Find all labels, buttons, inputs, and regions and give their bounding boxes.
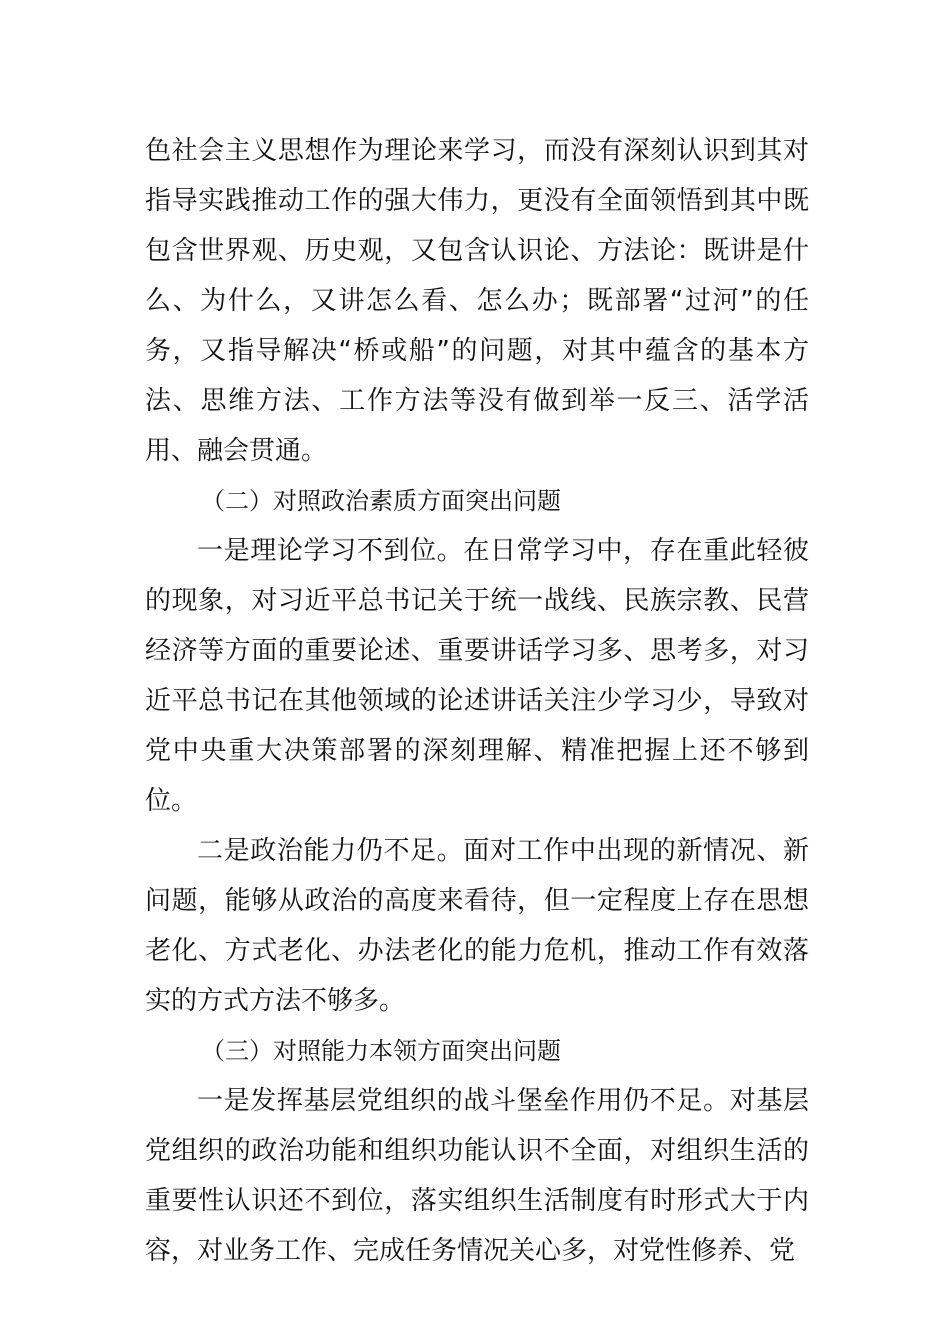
paragraph-party-organization: 一是发挥基层党组织的战斗堡垒作用仍不足。对基层党组织的政治功能和组织功能认识不全面，对组织生活的重要性认识还不到位，落实组织生活制度有时形式大于内容，对业务工作、完成任务情况关心多，对党性修养、党	[145, 1086, 809, 1266]
paragraph-continuation: 色社会主义思想作为理论来学习，而没有深刻认识到其对指导实践推动工作的强大伟力，更没有全面领悟到其中既包含世界观、历史观，又包含认识论、方法论：既讲是什么、为什么，又讲怎么看、怎么办；既部署“过河”的任务，又指导解决“桥或船”的问题，对其中蕴含的基本方法、思维方法、工作方法等没有做到举一反三、活学活用、融会贯通。	[145, 136, 809, 466]
paragraph-political-ability: 二是政治能力仍不足。面对工作中出现的新情况、新问题，能够从政治的高度来看待，但一定程度上存在思想老化、方式老化、办法老化的能力危机，推动工作有效落实的方式方法不够多。	[145, 836, 809, 1016]
document-body	[145, 126, 809, 1276]
section-heading-political-quality: （二）对照政治素质方面突出问题	[201, 487, 561, 515]
paragraph-theory-study: 一是理论学习不到位。在日常学习中，存在重此轻彼的现象，对习近平总书记关于统一战线、民族宗教、民营经济等方面的重要论述、重要讲话学习多、思考多，对习近平总书记在其他领域的论述讲话关注少学习少，导致对党中央重大决策部署的深刻理解、精准把握上还不够到位。	[145, 536, 809, 816]
section-heading-capability: （三）对照能力本领方面突出问题	[201, 1037, 561, 1065]
